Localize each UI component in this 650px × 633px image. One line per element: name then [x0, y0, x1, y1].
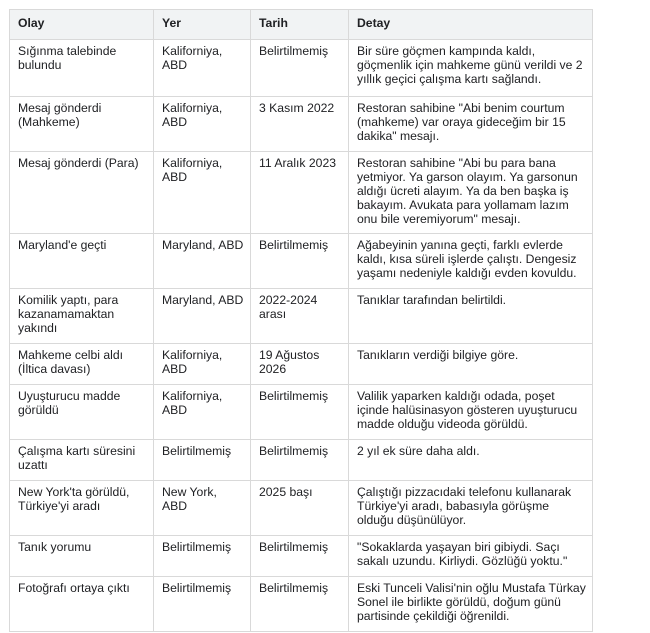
- table-row: [10, 481, 593, 536]
- cell-olay: Fotoğrafı ortaya çıktı: [10, 577, 154, 632]
- cell-tarih: Belirtilmemiş: [251, 385, 349, 440]
- cell-tarih: Belirtilmemiş: [251, 40, 349, 97]
- cell-detay: Çalıştığı pizzacıdaki telefonu kullanarak Türkiye'yi aradı, babasıyla görüşme olduğu düşünülüyor.: [349, 481, 593, 536]
- cell-yer: Kaliforniya, ABD: [154, 344, 251, 385]
- cell-yer: Belirtilmemiş: [154, 440, 251, 481]
- cell-yer: Maryland, ABD: [154, 289, 251, 344]
- cell-tarih: Belirtilmemiş: [251, 577, 349, 632]
- header-row: [10, 10, 593, 40]
- cell-yer: New York, ABD: [154, 481, 251, 536]
- cell-olay: Tanık yorumu: [10, 536, 154, 577]
- table-row: [10, 344, 593, 385]
- header-tarih: Tarih: [251, 10, 349, 40]
- cell-detay: Tanıkların verdiği bilgiye göre.: [349, 344, 593, 385]
- cell-olay: Mesaj gönderdi (Para): [10, 152, 154, 234]
- cell-tarih: Belirtilmemiş: [251, 234, 349, 289]
- cell-yer: Kaliforniya, ABD: [154, 152, 251, 234]
- cell-yer: Kaliforniya, ABD: [154, 97, 251, 152]
- cell-yer: Maryland, ABD: [154, 234, 251, 289]
- cell-olay: Mesaj gönderdi (Mahkeme): [10, 97, 154, 152]
- cell-olay: Mahkeme celbi aldı (İltica davası): [10, 344, 154, 385]
- table-row: [10, 385, 593, 440]
- cell-tarih: 11 Aralık 2023: [251, 152, 349, 234]
- table-row: [10, 152, 593, 234]
- cell-olay: Uyuşturucu madde görüldü: [10, 385, 154, 440]
- header-olay: Olay: [10, 10, 154, 40]
- cell-yer: Belirtilmemiş: [154, 536, 251, 577]
- cell-olay: Maryland'e geçti: [10, 234, 154, 289]
- cell-detay: Valilik yaparken kaldığı odada, poşet içinde halüsinasyon gösteren uyuşturucu madde olduğu videoda görüldü.: [349, 385, 593, 440]
- cell-yer: Kaliforniya, ABD: [154, 385, 251, 440]
- table-row: [10, 536, 593, 577]
- cell-tarih: Belirtilmemiş: [251, 536, 349, 577]
- cell-tarih: 2022-2024 arası: [251, 289, 349, 344]
- table-row: [10, 40, 593, 97]
- cell-detay: "Sokaklarda yaşayan biri gibiydi. Saçı sakalı uzundu. Kirliydi. Gözlüğü yoktu.": [349, 536, 593, 577]
- cell-detay: Tanıklar tarafından belirtildi.: [349, 289, 593, 344]
- cell-detay: Eski Tunceli Valisi'nin oğlu Mustafa Türkay Sonel ile birlikte görüldü, doğum günü partisinde çekildiği öğrenildi.: [349, 577, 593, 632]
- cell-olay: Çalışma kartı süresini uzattı: [10, 440, 154, 481]
- header-detay: Detay: [349, 10, 593, 40]
- cell-tarih: 3 Kasım 2022: [251, 97, 349, 152]
- cell-olay: Komilik yaptı, para kazanamamaktan yakındı: [10, 289, 154, 344]
- cell-olay: New York'ta görüldü, Türkiye'yi aradı: [10, 481, 154, 536]
- cell-yer: Belirtilmemiş: [154, 577, 251, 632]
- table-row: [10, 577, 593, 632]
- table-row: [10, 289, 593, 344]
- cell-detay: Restoran sahibine "Abi benim courtum (mahkeme) var oraya gideceğim bir 15 dakika" mesajı.: [349, 97, 593, 152]
- cell-tarih: 2025 başı: [251, 481, 349, 536]
- events-table-container: [9, 9, 592, 632]
- table-body: [10, 40, 593, 632]
- table-header: [10, 10, 593, 40]
- table-row: [10, 97, 593, 152]
- header-yer: Yer: [154, 10, 251, 40]
- cell-tarih: Belirtilmemiş: [251, 440, 349, 481]
- cell-detay: 2 yıl ek süre daha aldı.: [349, 440, 593, 481]
- cell-detay: Ağabeyinin yanına geçti, farklı evlerde kaldı, kısa süreli işlerde çalıştı. Dengesiz yaşamı nedeniyle kaldığı evden kovuldu.: [349, 234, 593, 289]
- cell-yer: Kaliforniya, ABD: [154, 40, 251, 97]
- table-row: [10, 440, 593, 481]
- cell-detay: Bir süre göçmen kampında kaldı, göçmenlik için mahkeme günü verildi ve 2 yıllık geçici çalışma kartı sağlandı.: [349, 40, 593, 97]
- cell-tarih: 19 Ağustos 2026: [251, 344, 349, 385]
- events-table: [9, 9, 593, 632]
- cell-detay: Restoran sahibine "Abi bu para bana yetmiyor. Ya garson olayım. Ya garsonun aldığı ücreti alayım. Ya da ben başka iş bakayım. Avukata para yollamam lazım onu bile veremiyorum" mesajı.: [349, 152, 593, 234]
- cell-olay: Sığınma talebinde bulundu: [10, 40, 154, 97]
- table-row: [10, 234, 593, 289]
